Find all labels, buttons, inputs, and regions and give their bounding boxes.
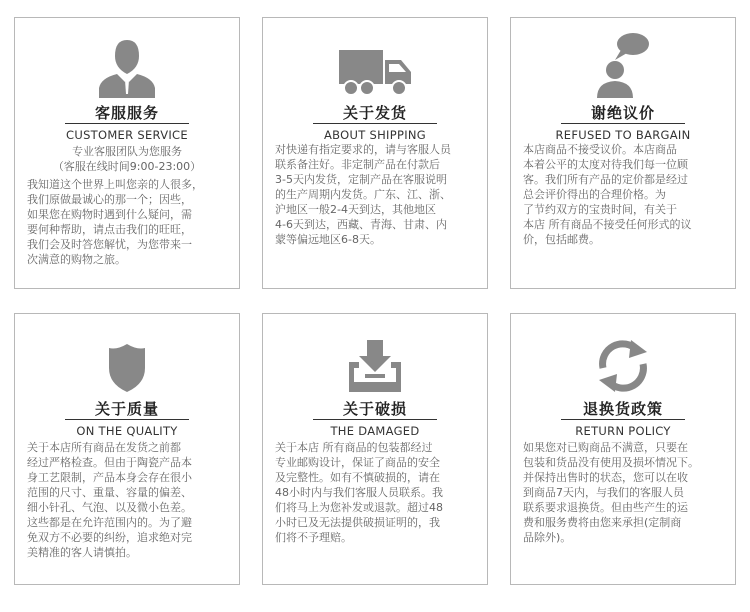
card-title: 关于发货 xyxy=(342,104,407,122)
speech-person-icon xyxy=(511,32,735,98)
card-body: 本店商品不接受议价。本店商品 本着公平的太度对待我们每一位顾 客。我们所有产品的定价都是经过 总会评价得出的合理价格。为 了节约双方的宝贵时间，有关于 本店 所有商品不接受任何形式的议 价，包括邮费。 xyxy=(523,143,692,246)
card-title: 关于破损 xyxy=(342,400,407,418)
card-title: 退换货政策 xyxy=(582,400,663,418)
divider xyxy=(313,123,437,124)
divider xyxy=(65,123,189,124)
card-subtitle: CUSTOMER SERVICE xyxy=(66,128,188,142)
refresh-icon xyxy=(511,328,735,394)
card-return-policy xyxy=(510,313,736,585)
card-subtitle: ABOUT SHIPPING xyxy=(323,128,427,142)
card-about-shipping xyxy=(262,17,488,289)
card-body: 我知道这个世界上叫您亲的人很多， 我们原做最诚心的那一个；因些， 如果您在购物时遇到什么疑问，需 要何种帮助，请点击我们的旺旺， 我们会及时答您解忧，为您带来一 次满意的购物之旅。 xyxy=(27,178,203,266)
card-body: 关于本店 所有商品的包装都经过 专业邮购设计，保证了商品的安全 及完整性。如有不慎破损的，请在 48小时内与我们客服人员联系。我 们将马上为您补发或退款。超过48 小时已及无法提供破损证明的，我 们将不予理赔。 xyxy=(275,441,443,544)
divider xyxy=(561,419,685,420)
card-subtitle: THE DAMAGED xyxy=(330,424,420,438)
divider xyxy=(65,419,189,420)
divider xyxy=(561,123,685,124)
truck-icon xyxy=(263,32,487,98)
card-subtitle: RETURN POLICY xyxy=(575,424,671,438)
card-the-damaged xyxy=(262,313,488,585)
card-body: 如果您对已购商品不满意，只要在 包装和货品没有使用及损坏情况下。 并保持出售时的状态，您可以在收 到商品7天内，与我们的客服人员 联系要求退换货。但由些产生的运 费和服务费将由您来承担(定制商 品除外)。 xyxy=(523,441,699,544)
card-body: 关于本店所有商品在发货之前都 经过严格检查。但由于陶瓷产品本 身工艺限制，产品本身会存在很小 范围的尺寸、重量、容量的偏差、 细小针孔、气泡、以及微小色差。 这些都是在允许范围内的。为了避 免双方不必要的纠纷，追求绝对完 美精准的客人请慎拍。 xyxy=(27,441,192,559)
person-icon xyxy=(15,32,239,98)
damaged-box-icon xyxy=(263,328,487,394)
card-title: 谢绝议价 xyxy=(590,104,655,122)
card-subtitle: ON THE QUALITY xyxy=(76,424,178,438)
card-customer-service xyxy=(14,17,240,289)
service-hours: 专业客服团队为您服务 （客服在线时间9:00-23:00） xyxy=(52,145,202,173)
card-title: 客服服务 xyxy=(94,104,159,122)
card-title: 关于质量 xyxy=(94,400,159,418)
divider xyxy=(313,419,437,420)
shield-icon xyxy=(15,328,239,394)
card-refused-to-bargain xyxy=(510,17,736,289)
card-subtitle: REFUSED TO BARGAIN xyxy=(555,128,691,142)
card-body: 对快递有指定要求的，请与客服人员 联系备注好。非定制产品在付款后 3-5天内发货，定制产品在客服说明 的生产周期内发货。广东、江、浙、 沪地区一般2-4天到达，其他地区 4-6天到达，西藏、青海、甘肃、内 蒙等偏远地区6-8天。 xyxy=(275,143,451,246)
card-on-the-quality xyxy=(14,313,240,585)
